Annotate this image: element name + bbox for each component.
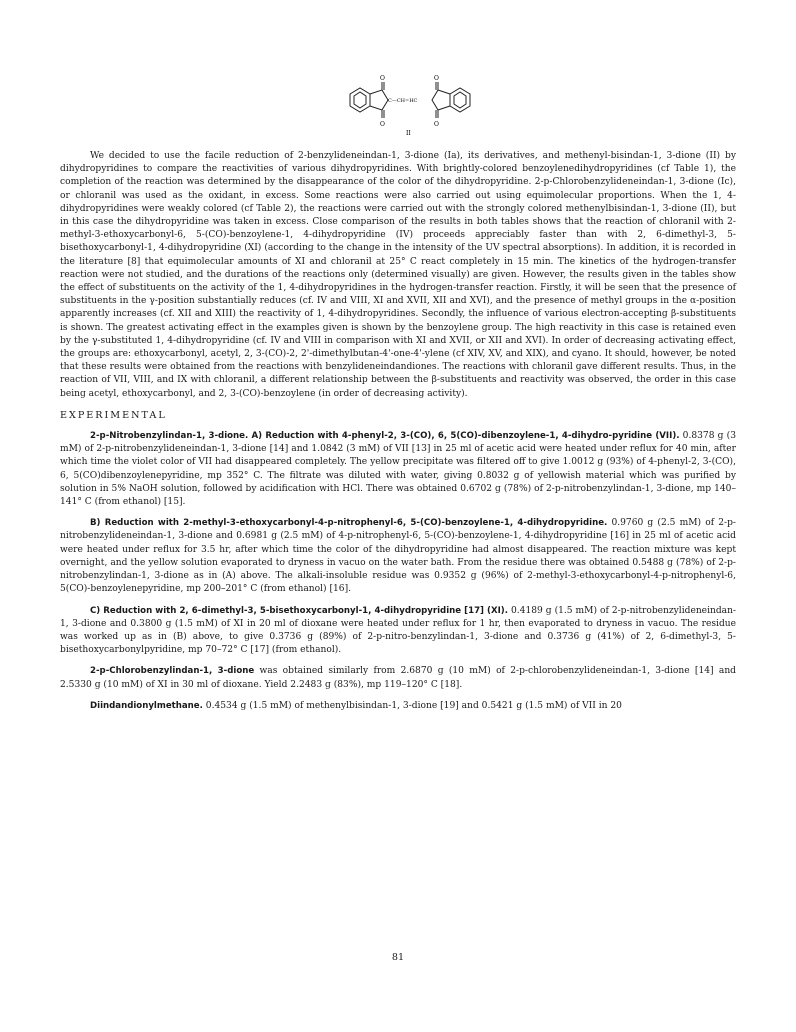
page-number: 81 [391, 952, 405, 963]
paragraph-heading: Diindandionylmethane. [90, 700, 203, 711]
body-text [60, 150, 736, 721]
paragraph-heading: 2-p-Chlorobenzylindan-1, 3-dione [90, 666, 255, 677]
paragraph-chloro [60, 665, 736, 691]
section-heading-experimental: EXPERIMENTAL [60, 409, 167, 421]
paragraph-heading: B) Reduction with 2-methyl-3-ethoxycarbonyl-4-p-nitrophenyl-6, 5-(CO)-benzoylene-1, 4-dihydropyridine. [90, 518, 608, 529]
paragraph-heading: C) Reduction with 2, 6-dimethyl-3, 5-bisethoxycarbonyl-1, 4-dihydropyridine [17] (XI). [90, 605, 509, 616]
paragraph-text: was obtained similarly from 2.6870 g (10 mM) of 2-p-chlorobenzylideneindan-1, 3-dione [14] and 2.5330 g (10 mM) of XI in 30 ml of dioxane. Yield 2.2483 g (83%), mp 119–120° C [18]. [60, 666, 736, 690]
intro-paragraph: We decided to use the facile reduction of 2-benzylideneindan-1, 3-dione (Ia), its derivatives, and methenyl-bisindan-1, 3-dione (II) by dihydropyridines to compare the reactivities of various dihydropyridines. With brightly-colored benzoylenedihydropyridines (cf Table 1), the completion of the reaction was determined by the disappearance of the color of the dihydropyridine. 2-p-Chlorobenzylideneindan-1, 3-dione (Ic), or chloranil was used as the oxidant, in excess. Some reactions were also carried out using equimolecular proportions. When the 1, 4-dihydropyridines were weakly colored (cf Table 2), the reactions were carried out with the strongly colored methenylbisindan-1, 3-dione (II), but in this case the dihydropyridine was taken in excess. Close comparison of the results in both tables shows that the reaction of chloranil with 2-methyl-3-ethoxycarbonyl-6, 5-(CO)-benzoylene-1, 4-dihydropyridine (IV) proceeds appreciably faster than with 2, 6-dimethyl-3, 5-bisethoxycarbonyl-1, 4-dihydropyridine (XI) (according to the change in the intensity of the UV spectral absorptions). In addition, it is recorded in the literature [8] that equimolecular amounts of XI and chloranil at 25° C react completely in 15 min. The kinetics of the hydrogen-transfer reaction were not studied, and the durations of the reactions only (determined visually) are given. However, the results given in the tables show the effect of substituents on the activity of the 1, 4-dihydropyridines in the hydrogen-transfer reaction. Firstly, it will be seen that the presence of substituents in the γ-position substantially reduces (cf. IV and VIII, XI and XVII, XII and XVI), and the presence of methyl groups in the α-position apparently increases (cf. XII and XIII) the reactivity of 1, 4-dihydropyridines. Secondly, the influence of various electron-accepting β-substituents is shown. The greatest activating effect in the examples given is shown by the benzoylene group. The high reactivity in this case is retained even by the γ-substituted 1, 4-dihydropyridine (cf. IV and VIII in comparison with XI and XVII, or XII and XVI). In order of decreasing activating effect, the groups are: ethoxycarbonyl, acetyl, 2, 3-(CO)-2, 2'-dimethylbutan-4'-one-4'-ylene (cf XIV, XV, and XIX), and cyano. It should, however, be noted that these results were obtained from the reactions with benzylideneindandiones. The reactions with chloranil gave different results. Thus, in the reaction of VII, VIII, and IX with chloranil, a different relationship between the β-substituents and reactivity was observed, the order in this case being acetyl, ethoxycarbonyl, and 2, 3-(CO)-benzoylene (in order of decreasing activity). [60, 151, 736, 399]
paragraph-nitro-c [60, 605, 736, 658]
paragraph-text: 0.8378 g (3 mM) of 2-p-nitrobenzylideneindan-1, 3-dione [14] and 1.0842 (3 mM) of VII [13] in 25 ml of acetic acid were heated under reflux for 40 min, after which time the violet color of VII had disappeared completely. The yellow precipitate was filtered off to give 1.0012 g (93%) of 4-phenyl-2, 3-(CO), 6, 5(CO)dibenzoylenepyridine, mp 352° C. The filtrate was diluted with water, giving 0.8032 g of yellowish material which was purified by solution in 5% NaOH solution, followed by acidification with HCl. There was obtained 0.6702 g (78%) of 2-p-nitrobenzylindan-1, 3-dione, mp 140–141° C (from ethanol) [15]. [60, 431, 736, 508]
chemical-structure-ii [340, 72, 480, 138]
paragraph-text: 0.4189 g (1.5 mM) of 2-p-nitrobenzylideneindan-1, 3-dione and 0.3800 g (1.5 mM) of XI in 20 ml of dioxane were heated under reflux for 1 hr, then evaporated to dryness in vacuo. The residue was worked up as in (B) above, to give 0.3736 g (89%) of 2-p-nitro-benzylindan-1, 3-dione and 0.3736 g (41%) of 2, 6-dimethyl-3, 5-bisethoxycarbonylpyridine, mp 70–72° C [17] (from ethanol). [60, 605, 737, 656]
paragraph-nitro-a [60, 430, 736, 509]
bridge-label: C—CH=HC [388, 98, 418, 104]
page [60, 0, 736, 1032]
paragraph-heading: 2-p-Nitrobenzylindan-1, 3-dione. A) Reduction with 4-phenyl-2, 3-(CO), 6, 5(CO)-dibenzoylene-1, 4-dihydro-pyridine (VII). [90, 431, 680, 442]
structure-label: II [406, 130, 411, 137]
paragraph-text: 0.9760 g (2.5 mM) of 2-p-nitrobenzylideneindan-1, 3-dione and 0.6981 g (2.5 mM) of 4-p-nitrophenyl-6, 5-(CO)-benzoylene-1, 4-dihydropyridine [16] in 25 ml of acetic acid were heated under reflux for 3.5 hr, after which time the color of the dihydropyridine had almost disappeared. The reaction mixture was kept overnight, and the yellow solution evaporated to dryness in vacuo on the water bath. From the residue there was obtained 0.5488 g (78%) of 2-p-nitrobenzylindan-1, 3-dione as in (A) above. The alkali-insoluble residue was 0.9352 g (96%) of 2-methyl-3-ethoxycarbonyl-4-p-nitrophenyl-6, 5(CO)-benzoylenepyridine, mp 200–201° C (from ethanol) [16]. [60, 518, 736, 595]
paragraph-diindandionylmethane [60, 700, 736, 713]
carbonyl-top-right: O [434, 75, 439, 82]
paragraph-text: 0.4534 g (1.5 mM) of methenylbisindan-1, 3-dione [19] and 0.5421 g (1.5 mM) of VII in 20 [202, 700, 622, 711]
carbonyl-top-left: O [380, 75, 385, 82]
paragraph-nitro-b [60, 517, 736, 596]
carbonyl-bottom-left: O [380, 121, 385, 128]
carbonyl-bottom-right: O [434, 121, 439, 128]
